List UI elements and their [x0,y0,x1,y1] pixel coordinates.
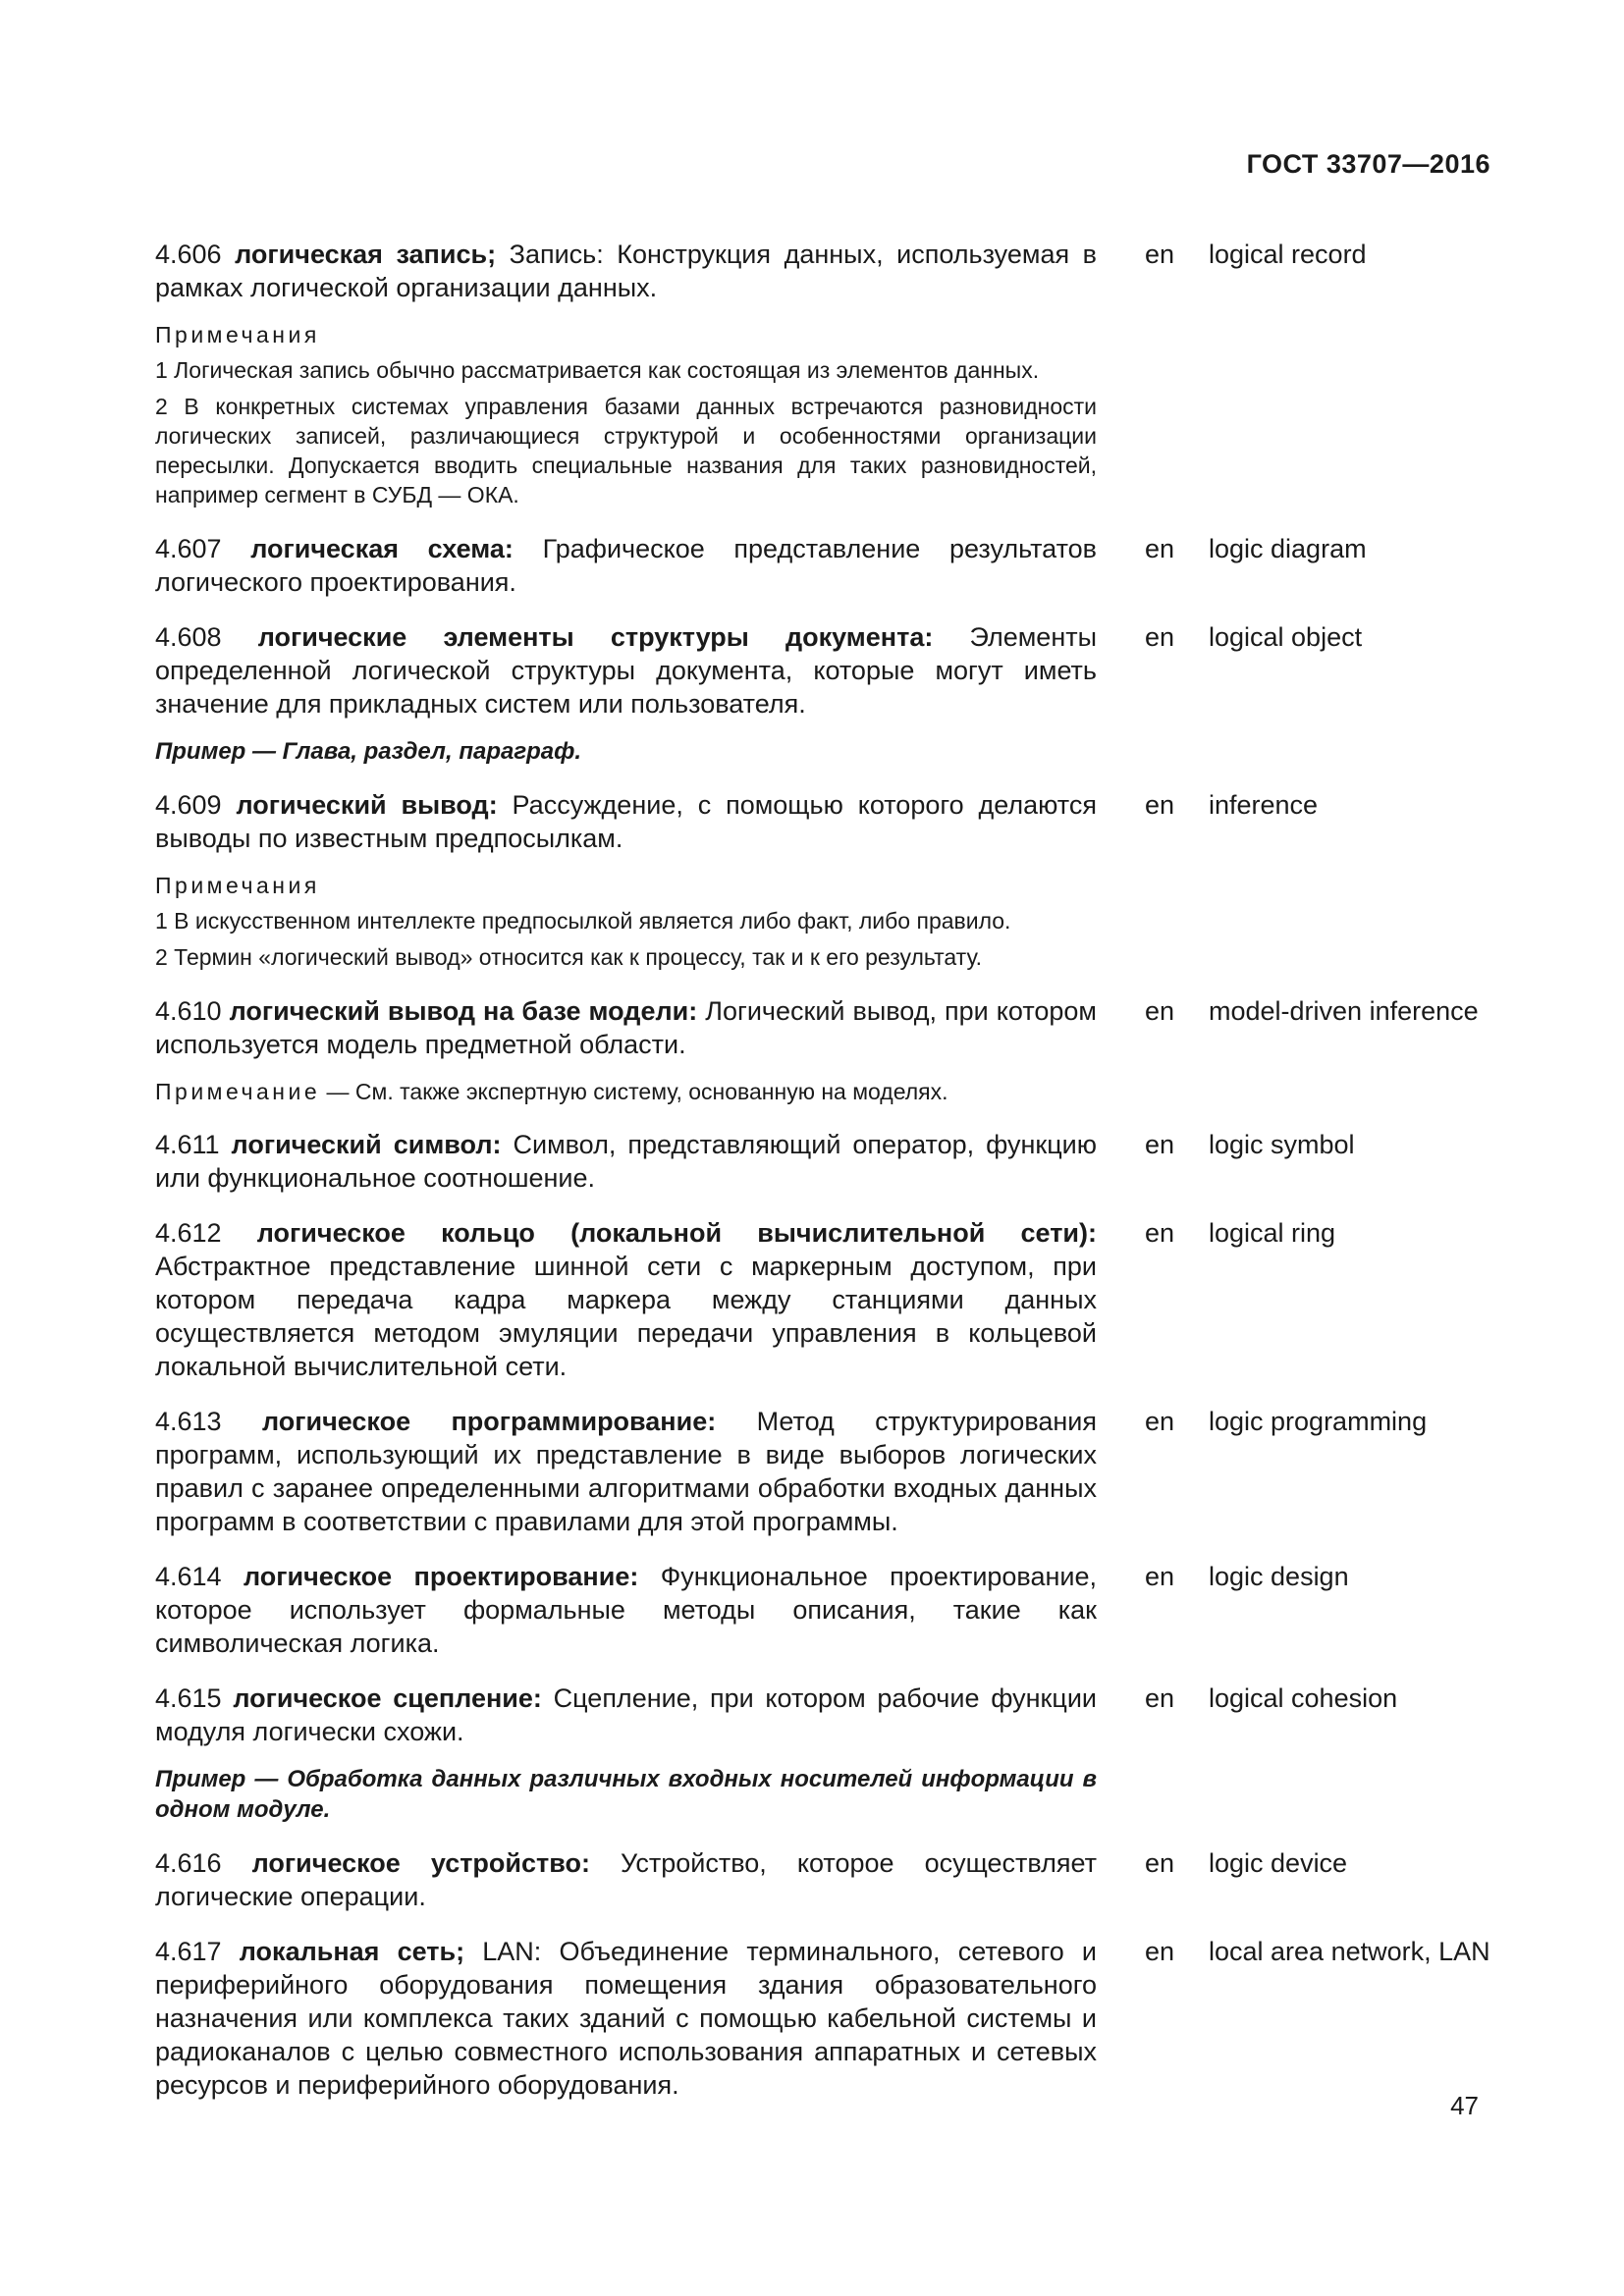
entry-term: логическая схема: [250,534,514,563]
entry-lang: en [1145,996,1175,1026]
entry-term: логическое устройство: [251,1848,590,1878]
entry-4-616 [155,1846,1492,1913]
entry-term: локальная сеть; [239,1937,465,1966]
note-2: 2 В конкретных системах управления базами данных встречаются разновидности логических записей, различающиеся структурой и особенностями организации пересылки. Допускается вводить специальные названия для таких разновидностей, например сегмент в СУБД — ОКА. [155,394,1097,507]
entry-english-term: logic programming [1209,1407,1428,1436]
entry-term: логическое программирование: [261,1407,717,1436]
entry-lang: en [1145,1130,1175,1159]
entry-text [155,1560,1097,1660]
entry-lang: en [1145,240,1175,269]
note-1: 1 В искусственном интеллекте предпосылкой является либо факт, либо правило. [155,908,1011,934]
entry-english-term: logical cohesion [1209,1683,1398,1713]
entry-lang: en [1145,622,1175,652]
entry-english-term: logic device [1209,1848,1348,1878]
entry-term: логическое сцепление: [233,1683,542,1713]
entry-lang: en [1145,1218,1175,1248]
note-text: — См. также экспертную систему, основанную на моделях. [320,1079,948,1104]
entry-text [155,532,1097,599]
entry-english-term: model-driven inference [1209,996,1479,1026]
entry-number: 4.608 [155,622,258,652]
note-2: 2 Термин «логический вывод» относится как к процессу, так и к его результату. [155,944,983,970]
entry-english-term: logic symbol [1209,1130,1355,1159]
entry-english-term: logical record [1209,240,1367,269]
entry-text [155,1405,1097,1538]
entry-text [155,1846,1097,1913]
note-label: Примечание [155,1079,321,1104]
entry-lang: en [1145,790,1175,820]
entry-english-term: local area network, LAN [1209,1937,1490,1966]
entry-lang: en [1145,1407,1175,1436]
entry-text [155,1128,1097,1195]
entry-text [155,788,1097,855]
note-1: 1 Логическая запись обычно рассматривается как состоящая из элементов данных. [155,357,1040,383]
entry-definition: Метод структурирования программ, использующий их представление в виде выборов логических правил с заранее определенными алгоритмами обработки входных данных программ в соответствии с правилами для этой программы. [155,1407,1097,1536]
entry-4-606 [155,238,1492,304]
entry-english-term: logical object [1209,622,1363,652]
entry-4-609 [155,788,1492,855]
entry-4-610 [155,994,1492,1061]
entry-number: 4.606 [155,240,236,269]
entry-term: логическое кольцо (локальной вычислительной сети): [256,1218,1097,1248]
entry-number: 4.613 [155,1407,262,1436]
entry-definition: Графическое представление результатов логического проектирования. [155,534,1097,597]
entry-4-612 [155,1216,1492,1383]
entry-4-613 [155,1405,1492,1538]
entry-definition: Абстрактное представление шинной сети с маркерным доступом, при котором передача кадра маркера между станциями данных осуществляется методом эмуляции передачи управления в кольцевой локальной вычислительной сети. [155,1252,1097,1381]
entry-4-607 [155,532,1492,599]
entry-number: 4.616 [155,1848,252,1878]
entry-text [155,994,1097,1061]
entry-number: 4.614 [155,1562,244,1591]
entry-text [155,1935,1097,2102]
entry-definition: Устройство, которое осуществляет логические операции. [155,1848,1097,1911]
entry-term: логическое проектирование: [243,1562,639,1591]
entry-definition: Функциональное проектирование, которое использует формальные методы описания, такие как символическая логика. [155,1562,1097,1658]
entry-english-term: logic diagram [1209,534,1367,563]
terms-list [155,238,1492,2102]
entry-4-617 [155,1935,1492,2102]
entry-text [155,620,1097,721]
entry-number: 4.611 [155,1130,232,1159]
entry-definition: Запись: Конструкция данных, используемая в рамках логической организации данных. [155,240,1097,302]
note-inline [155,1077,1097,1106]
entry-number: 4.612 [155,1218,257,1248]
entry-number: 4.610 [155,996,230,1026]
entry-lang: en [1145,1683,1175,1713]
entry-term: логическая запись; [235,240,497,269]
entry-number: 4.617 [155,1937,240,1966]
entry-number: 4.607 [155,534,251,563]
entry-4-615 [155,1682,1492,1748]
entry-definition: Рассуждение, с помощью которого делаются выводы по известным предпосылкам. [155,790,1097,853]
entry-term: логические элементы структуры документа: [257,622,934,652]
entry-term: логический вывод: [236,790,498,820]
entry-4-611 [155,1128,1492,1195]
entry-definition: Символ, представляющий оператор, функцию или функциональное соотношение. [155,1130,1097,1193]
entry-lang: en [1145,534,1175,563]
entry-4-614 [155,1560,1492,1660]
entry-definition: Сцепление, при котором рабочие функции модуля логически схожи. [155,1683,1097,1746]
entry-english-term: logic design [1209,1562,1349,1591]
entry-definition: LAN: Объединение терминального, сетевого и периферийного оборудования помещения здания образовательного назначения или комплекса таких зданий с помощью кабельной системы и радиоканалов с целью совместного использования аппаратных и сетевых ресурсов и периферийного оборудования. [155,1937,1097,2100]
entry-text [155,1216,1097,1383]
example-text: Пример — Глава, раздел, параграф. [155,738,582,765]
entry-definition: Элементы определенной логической структуры документа, которые могут иметь значение для прикладных систем или пользователя. [155,622,1097,719]
entry-4-608 [155,620,1492,721]
entry-number: 4.609 [155,790,237,820]
entry-lang: en [1145,1848,1175,1878]
notes-heading: Примечания [155,322,320,347]
page-number: 47 [1450,2091,1479,2120]
entry-number: 4.615 [155,1683,234,1713]
entry-text [155,1682,1097,1748]
entry-english-term: logical ring [1209,1218,1336,1248]
entry-lang: en [1145,1937,1175,1966]
entry-term: логический вывод на базе модели: [229,996,698,1026]
entry-text [155,238,1097,304]
entry-term: логический символ: [231,1130,502,1159]
standard-header: ГОСТ 33707—2016 [1246,149,1490,179]
notes-heading: Примечания [155,873,320,898]
entry-lang: en [1145,1562,1175,1591]
entry-english-term: inference [1209,790,1319,820]
example-text: Пример — Обработка данных различных входных носителей информации в одном модуле. [155,1766,1097,1823]
entry-definition: Логический вывод, при котором используется модель предметной области. [155,996,1097,1059]
